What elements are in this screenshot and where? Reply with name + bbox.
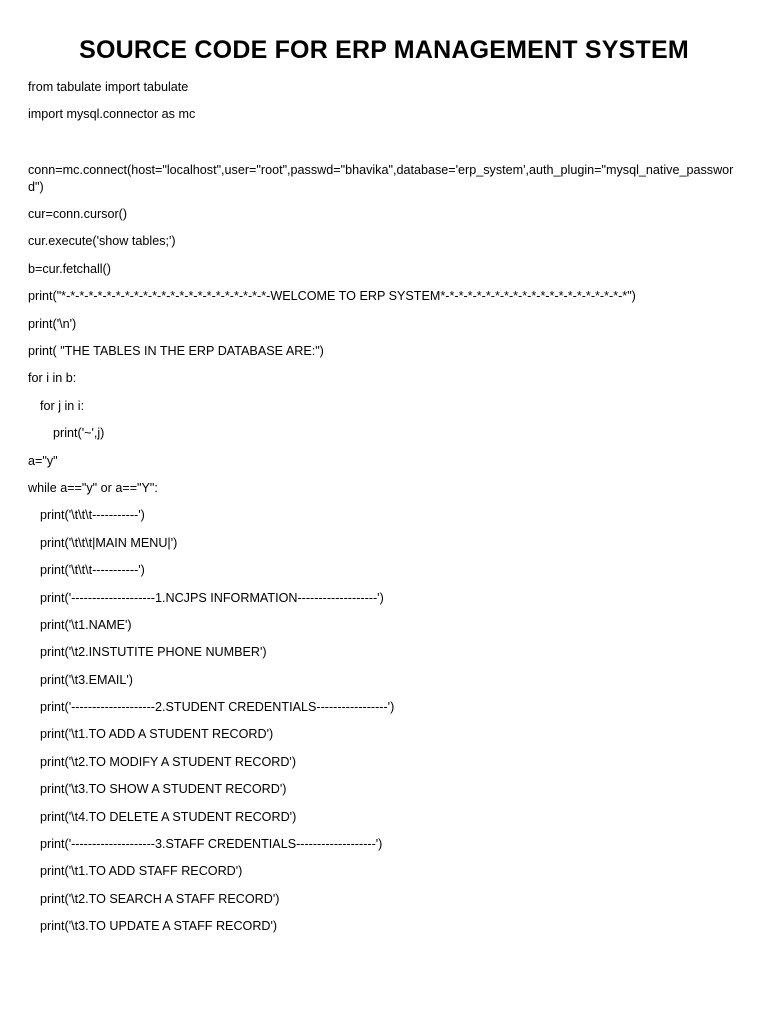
code-line-newline-print: print('\n') (28, 317, 77, 331)
code-line-section-ncjps: print('--------------------1.NCJPS INFORMATION-------------------') (40, 591, 384, 605)
code-line-fetchall: b=cur.fetchall() (28, 262, 111, 276)
code-line-while: while a=="y" or a=="Y": (28, 481, 158, 495)
code-line-option-name: print('\t1.NAME') (40, 618, 132, 632)
code-line-option-search-staff: print('\t2.TO SEARCH A STAFF RECORD') (40, 892, 280, 906)
code-line-option-phone: print('\t2.INSTUTITE PHONE NUMBER') (40, 645, 267, 659)
code-line-tables-print: print( "THE TABLES IN THE ERP DATABASE ARE:") (28, 344, 324, 358)
code-line-menu-border-bottom: print('\t\t\t-----------') (40, 563, 145, 577)
code-line-cursor: cur=conn.cursor() (28, 207, 128, 221)
code-line-execute: cur.execute('show tables;') (28, 234, 176, 248)
code-line-connect: conn=mc.connect(host="localhost",user="root",passwd="bhavika",database='erp_system',auth_plugin="mysql_native_password") (28, 163, 734, 194)
code-line-import-tabulate: from tabulate import tabulate (28, 80, 189, 94)
code-line-section-student: print('--------------------2.STUDENT CREDENTIALS-----------------') (40, 700, 395, 714)
code-line-option-modify-student: print('\t2.TO MODIFY A STUDENT RECORD') (40, 755, 297, 769)
code-line-for-i: for i in b: (28, 371, 77, 385)
code-line-welcome-print: print("*-*-*-*-*-*-*-*-*-*-*-*-*-*-*-*-*-*-*-*-*-*-*-WELCOME TO ERP SYSTEM*-*-*-*-*-*-*-*-*-*-*-*-*-*-*-*-*-*-*-*-*") (28, 289, 636, 303)
code-line-main-menu: print('\t\t\t|MAIN MENU|') (40, 536, 178, 550)
code-line-menu-border-top: print('\t\t\t-----------') (40, 508, 145, 522)
code-line-a-assign: a="y" (28, 454, 58, 468)
code-line-import-mysql: import mysql.connector as mc (28, 107, 196, 121)
code-line-option-email: print('\t3.EMAIL') (40, 673, 133, 687)
code-line-section-staff: print('--------------------3.STAFF CREDENTIALS-------------------') (40, 837, 383, 851)
code-line-option-show-student: print('\t3.TO SHOW A STUDENT RECORD') (40, 782, 287, 796)
code-line-print-j: print('~',j) (53, 426, 105, 440)
code-line-option-add-student: print('\t1.TO ADD A STUDENT RECORD') (40, 727, 274, 741)
code-line-option-update-staff: print('\t3.TO UPDATE A STAFF RECORD') (40, 919, 278, 933)
code-line-option-add-staff: print('\t1.TO ADD STAFF RECORD') (40, 864, 243, 878)
code-line-for-j: for j in i: (40, 399, 85, 413)
page-title: SOURCE CODE FOR ERP MANAGEMENT SYSTEM (79, 36, 689, 64)
code-line-option-delete-student: print('\t4.TO DELETE A STUDENT RECORD') (40, 810, 297, 824)
